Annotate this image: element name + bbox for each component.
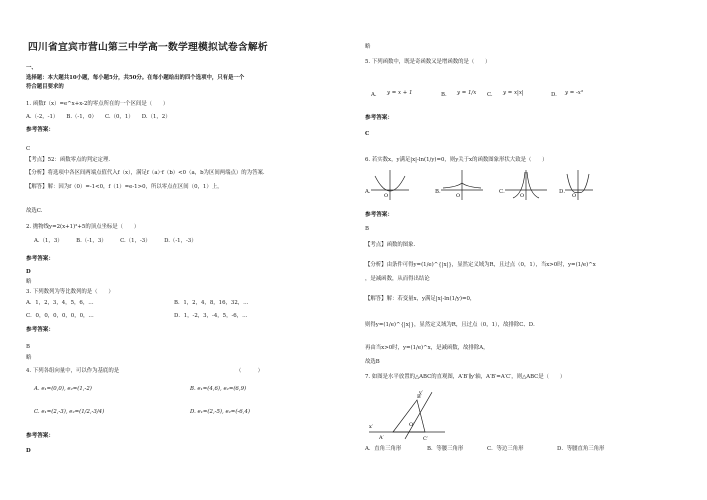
q6-sol-2: 则得y=(1/e)^{|x|}，显然定义域为R，且过点（0，1），故排除C、D． xyxy=(365,322,539,328)
q1-analysis: 【分析】将选项中各区间两端点值代入f（x），满足f（a）·f（b）<0（a，b为区间两端点）的为答案. xyxy=(26,170,265,176)
q5-lab-b: B. xyxy=(441,92,447,98)
q7-stem: 7. 如图是水平放置的△ABC的直观图，A′B′∥y′轴，A′B′=A′C′，则△ABC是（ ） xyxy=(365,374,566,380)
q2-note: 略 xyxy=(26,279,32,285)
q3-ref-label: 参考答案： xyxy=(26,327,54,333)
q1-choose: 故选C. xyxy=(26,208,43,214)
q6-analysis-1: 【分析】由条件可得y=(1/e)^{|x|}，显然定义域为R，且过点（0，1），当x>0时，y=(1/e)^x xyxy=(365,262,596,268)
q4-ref-label: 参考答案： xyxy=(26,433,54,439)
q6-graph-d xyxy=(565,170,593,200)
q3-opt-a: A．1，2，3，4，5，6，… xyxy=(26,300,94,306)
q6-o-d: O xyxy=(572,193,577,199)
q6-graph-c xyxy=(505,170,547,200)
label-c: C′ xyxy=(423,436,428,442)
q6-stem: 6. 若实数x，y满足|x|-ln(1/y)=0，则y关于x的函数图象形状大致是（ ） xyxy=(365,157,548,163)
q2-ref-label: 参考答案： xyxy=(26,256,54,262)
q6-o-a: O xyxy=(384,193,389,199)
label-o: O′ xyxy=(409,422,415,428)
q4-opt-c: C. e₁=(2,-3), e₂=(1/2,-3/4) xyxy=(34,409,105,415)
q5-answer: C xyxy=(365,131,370,137)
q5-stem: 5. 下列函数中，既是奇函数又是增函数的是（ ） xyxy=(365,59,491,65)
label-b: B′ xyxy=(417,394,422,400)
q7-figure xyxy=(367,384,447,442)
q6-choose: 故选B xyxy=(365,359,380,365)
q6-graphs xyxy=(365,166,595,202)
q7-opt-d: D．等腰直角三角形 xyxy=(557,446,605,452)
q5-ref-label: 参考答案： xyxy=(365,115,393,121)
q6-ref-label: 参考答案： xyxy=(365,212,393,218)
section-desc-1: 选择题：本大题共10小题，每小题5分，共50分。在每小题给出的四个选项中，只有是一个 xyxy=(26,75,245,81)
q7-opt-c: C．等边三角形 xyxy=(487,446,524,452)
label-a: A′ xyxy=(379,435,384,441)
section-desc-2: 符合题目要求的 xyxy=(26,84,64,90)
q2-stem: 2. 抛物线y=2(x+1)²+5的顶点坐标是（ ） xyxy=(26,224,140,230)
q1-stem: 1. 函数f（x）=e^x+x-2的零点所在的一个区间是（ ） xyxy=(26,101,169,107)
q4-answer: D xyxy=(26,448,31,454)
q5-lab-d: D. xyxy=(551,92,557,98)
q6-sol-3: 再由当x>0时，y=(1/e)^x，是减函数，故排除A， xyxy=(365,345,489,351)
q5-opt-c: y = x|x| xyxy=(503,90,524,96)
q4-opt-b: B. e₁=(4,6), e₂=(6,9) xyxy=(190,386,247,392)
q6-lab-a: A． xyxy=(365,189,375,195)
q5-lab-a: A. xyxy=(371,92,377,98)
q2-options: A.（1，3） B.（-1，3） C.（1，-3） D.（-1，-3） xyxy=(34,238,197,244)
q3-note: 略 xyxy=(26,355,32,361)
q6-o-b: O xyxy=(456,193,461,199)
q2-answer: D xyxy=(26,269,31,275)
q5-opt-d: y = -x³ xyxy=(565,90,584,96)
q6-o-c: O xyxy=(520,193,525,199)
q1-ref-label: 参考答案： xyxy=(26,127,54,133)
q3-opt-c: C．0，0，0，0，0，0，… xyxy=(26,313,94,319)
q7-opt-a: A．直角三角形 xyxy=(365,446,402,452)
q6-answer: B xyxy=(365,226,369,232)
q5-opt-b: y = 1/x xyxy=(457,90,477,96)
q4-opt-a: A. e₁=(0,0), e₂=(1,-2) xyxy=(34,386,92,392)
q1-point: 【考点】52：函数零点的判定定理. xyxy=(26,157,111,163)
q1-options: A.（-2，-1） B.（-1，0） C.（0，1） D.（1，2） xyxy=(26,114,171,120)
q6-lab-c: C． xyxy=(499,189,509,195)
label-x: x′ xyxy=(369,424,373,430)
q6-lab-b: B． xyxy=(435,189,445,195)
q6-lab-d: D． xyxy=(559,189,569,195)
q6-point: 【考点】函数的图象. xyxy=(365,242,416,248)
q3-stem: 3. 下列数列为等比数列的是（ ） xyxy=(26,289,114,295)
q6-analysis-2: ，是减函数，从而得出结论 xyxy=(365,276,430,282)
q1-answer: C xyxy=(26,146,31,152)
q3-answer: B xyxy=(26,344,30,350)
q3-opt-b: B．1，2，4，8，16，32，… xyxy=(174,300,249,306)
q1-solution: 【解答】解：因为f（0）=-1<0，f（1）=e-1>0，所以零点在区间（0，1）上， xyxy=(26,184,223,190)
q4-opt-d: D. e₁=(2,-5), e₂=(-6,4) xyxy=(190,409,250,415)
label-y: y′ xyxy=(419,390,423,396)
q5-lab-c: C. xyxy=(487,92,493,98)
q4-stem: 4. 下列各组向量中，可以作为基底的是 xyxy=(26,368,120,374)
right-note-top: 略 xyxy=(365,44,371,50)
section-heading: 一、 xyxy=(26,65,37,71)
q3-opt-d: D．1，-2，3，-4，5，-6，… xyxy=(174,313,248,319)
page-title: 四川省宜宾市营山第三中学高一数学理模拟试卷含解析 xyxy=(28,42,268,53)
q6-sol-1: 【解答】解：若变量x，y满足|x|-ln(1/y)=0， xyxy=(365,296,476,302)
q6-graph-a xyxy=(371,170,409,200)
q5-opt-a: y = x + 1 xyxy=(387,90,413,96)
q6-graph-b xyxy=(441,170,483,200)
q7-opt-b: B．等腰三角形 xyxy=(427,446,464,452)
q4-paren: （ ） xyxy=(236,368,263,374)
